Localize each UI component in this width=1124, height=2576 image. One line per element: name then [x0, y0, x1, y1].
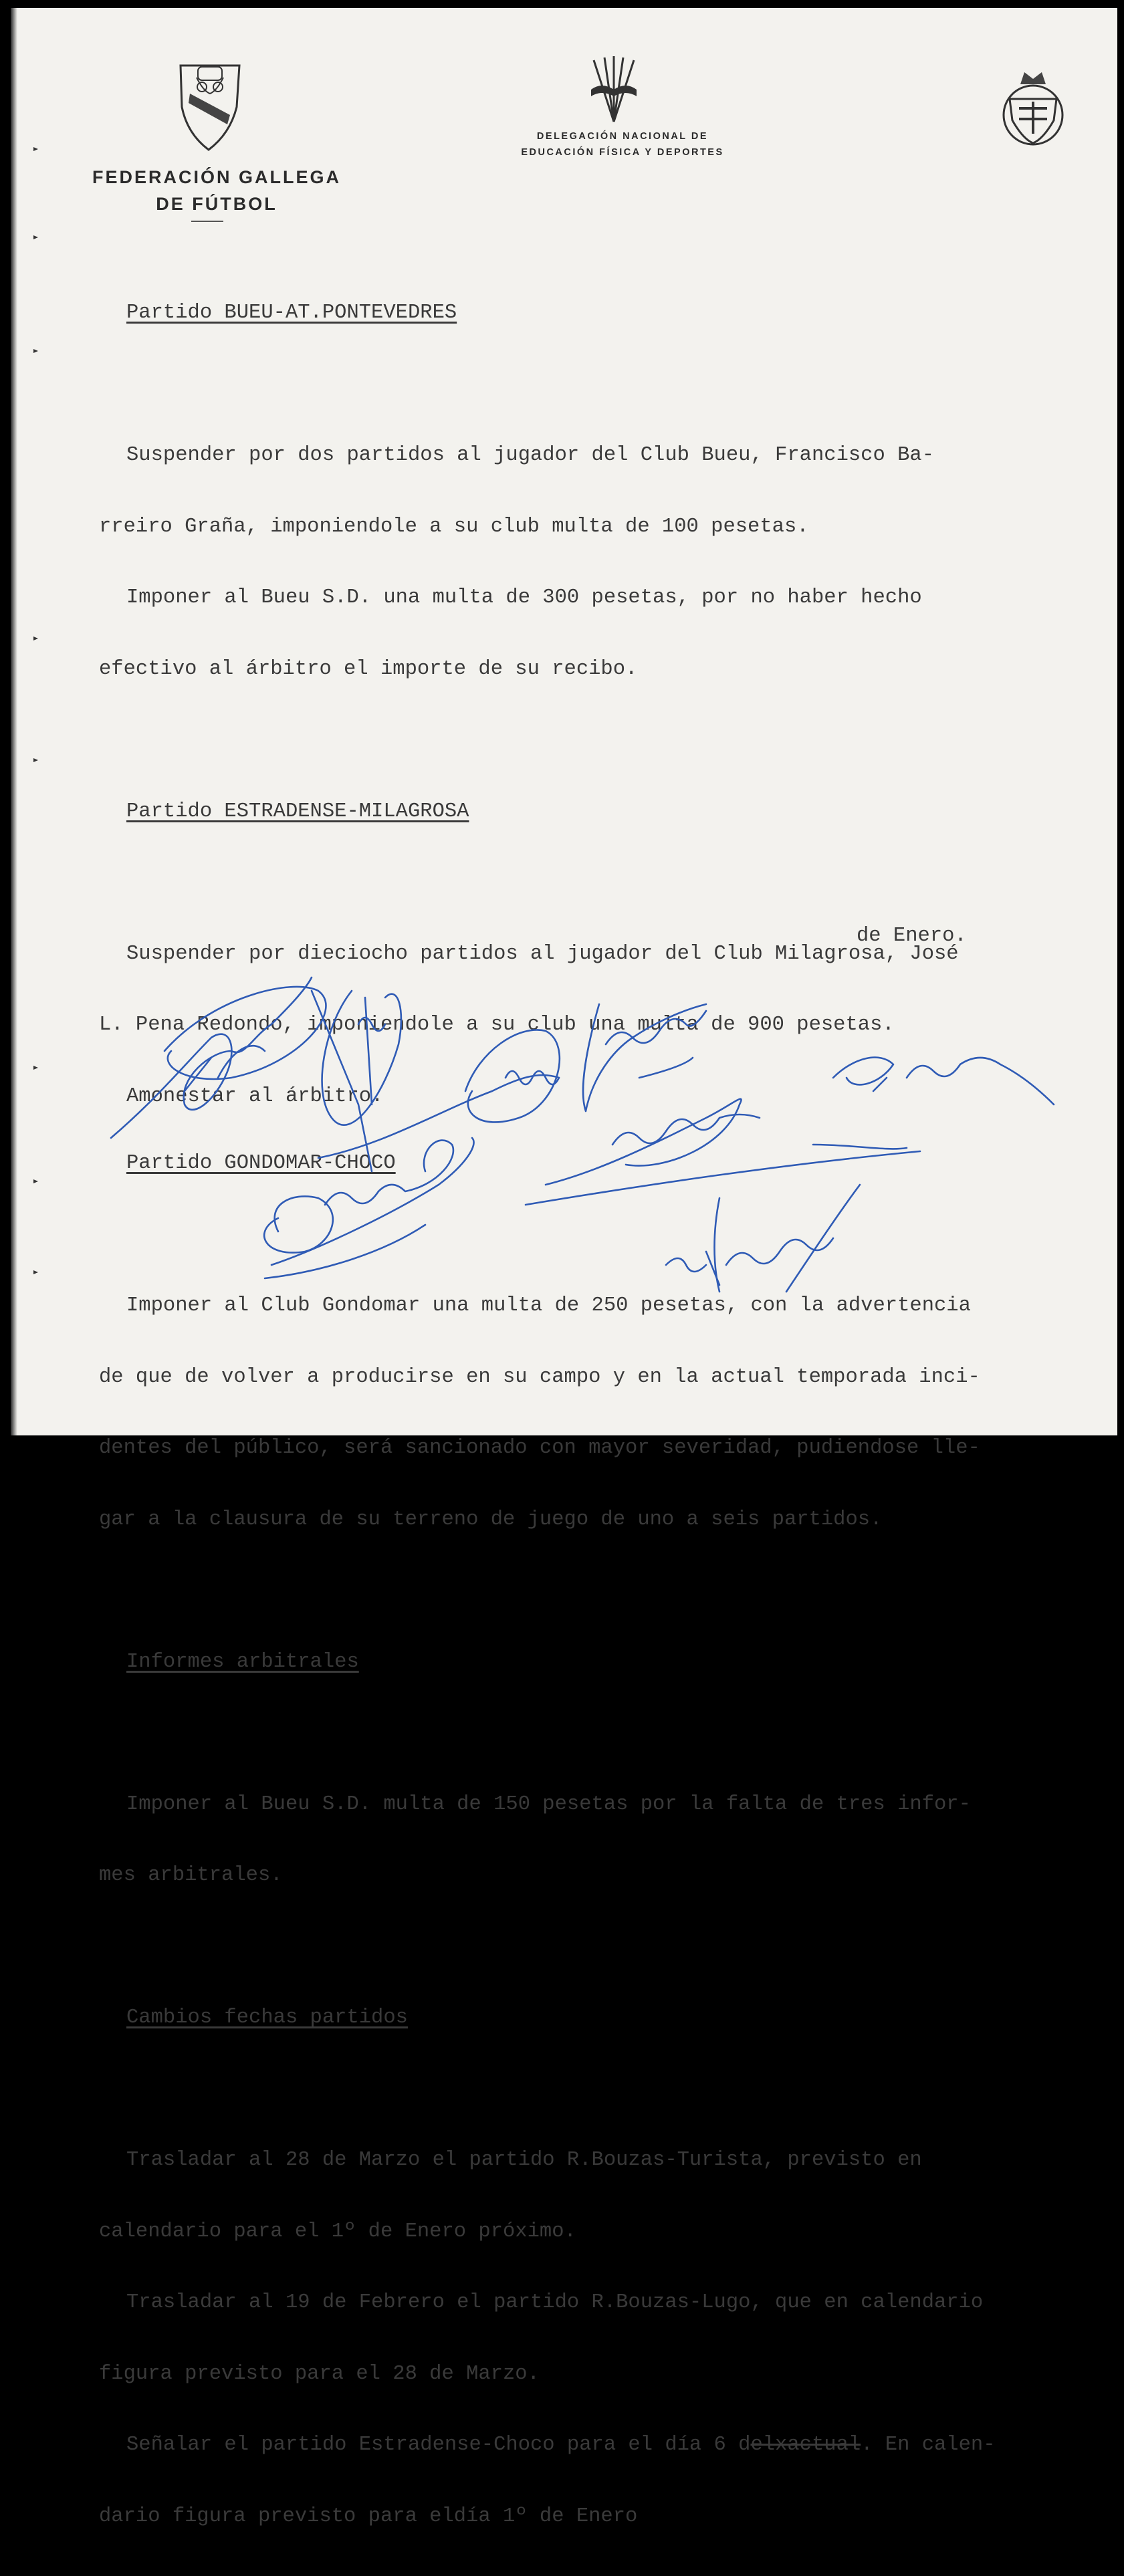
delegation-name-line2: EDUCACIÓN FÍSICA Y DEPORTES: [521, 147, 724, 158]
text-line: [126, 2434, 1116, 2458]
text-line: Imponer al Bueu S.D. una multa de 300 pesetas, por no haber hecho: [126, 586, 922, 609]
inserted-correction: de Enero.: [857, 925, 967, 947]
text-line: gar a la clausura de su terreno de juego de uno a seis partidos.: [99, 1508, 883, 1531]
signature-5: [833, 1058, 1054, 1104]
text-line: dario figura previsto para eldía 1º de Enero: [99, 2504, 638, 2528]
text-line: Imponer al Bueu S.D. multa de 150 pesetas por la falta de tres infor-: [126, 1792, 971, 1816]
text-line: Suspender por dos partidos al jugador del Club Bueu, Francisco Ba-: [126, 444, 934, 467]
signature-4: [583, 1004, 706, 1111]
text-line: Trasladar al 19 de Febrero el partido R.Bouzas-Lugo, que en calendario: [126, 2291, 984, 2314]
text-line: rreiro Graña, imponiendole a su club multa de 100 pesetas.: [99, 515, 809, 538]
text-line: calendario para el 1º de Enero próximo.: [99, 2220, 576, 2243]
text-segment: Señalar el partido Estradense-Choco para el día 6 d: [126, 2434, 751, 2456]
section-heading-gondomar: Partido GONDOMAR-CHOCO: [126, 1152, 396, 1175]
signature-1: [111, 977, 326, 1138]
section-heading-cambios: Cambios fechas partidos: [126, 2006, 408, 2029]
document-page: [11, 8, 1117, 2528]
section-heading-estradense: Partido ESTRADENSE-MILAGROSA: [126, 800, 469, 823]
signatures-area: [11, 8, 1117, 1435]
federation-name-line1: FEDERACIÓN GALLEGA: [92, 167, 341, 187]
text-line: Trasladar al 28 de Marzo el partido R.Bouzas-Turista, previsto en: [126, 2149, 922, 2172]
section-heading-bueu: Partido BUEU-AT.PONTEVEDRES: [126, 302, 457, 324]
text-line: de que de volver a producirse en su campo y en la actual temporada inci-: [99, 1365, 980, 1389]
text-line: mes arbitrales.: [99, 1864, 283, 1887]
text-line: efectivo al árbitro el importe de su recibo.: [99, 657, 638, 681]
text-line: L. Pena Redondo, imponiendole a su club una multa de 900 pesetas.: [99, 1014, 895, 1036]
text-line: figura previsto para el 28 de Marzo.: [99, 2362, 540, 2385]
text-line: Amonestar al árbitro.: [126, 1084, 384, 1108]
signature-6: [526, 1099, 920, 1205]
text-segment: . En calen-: [861, 2434, 996, 2456]
signature-2: [312, 991, 401, 1171]
text-line: Imponer al Club Gondomar una multa de 250 pesetas, con la advertencia: [126, 1294, 971, 1317]
struck-text: elxactual: [750, 2434, 861, 2456]
text-line: dentes del público, será sancionado con mayor severidad, pudiendose lle-: [99, 1437, 980, 1459]
federation-name-line2: DE FÚTBOL: [156, 194, 277, 214]
section-heading-informes: Informes arbitrales: [126, 1650, 359, 1673]
signature-8: [666, 1185, 860, 1292]
text-line: Suspender por dieciocho partidos al jugador del Club Milagrosa, José: [126, 942, 959, 965]
delegation-name-line1: DELEGACIÓN NACIONAL DE: [536, 131, 709, 142]
